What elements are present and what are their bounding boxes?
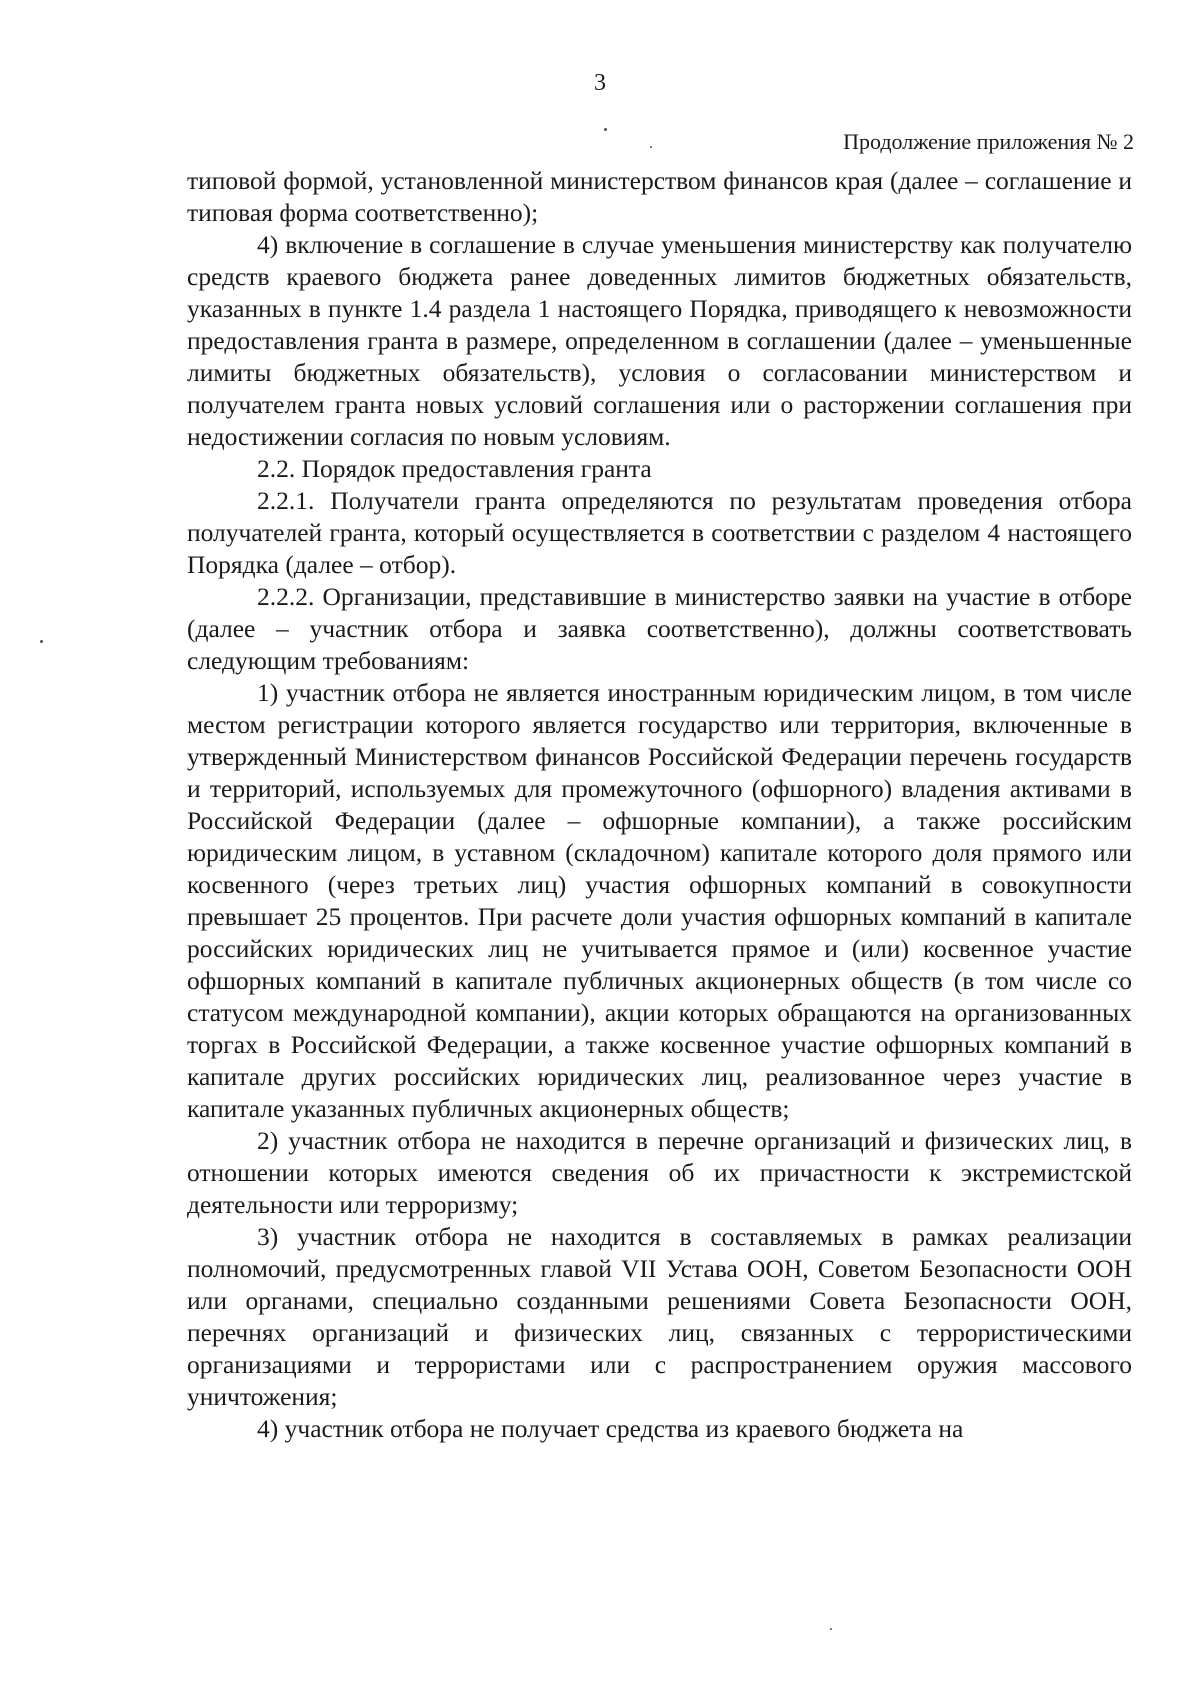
scan-speck [604, 128, 607, 131]
paragraph: типовой формой, установленной министерством финансов края (далее – соглашение и типовая форма соответственно); [187, 166, 1132, 227]
paragraph: 4) включение в соглашение в случае уменьшения министерству как получателю средств краевого бюджета ранее доведенных лимитов бюджетных обязательств, указанных в пункте 1.4 раздела 1 настоящего Порядка, приводящего к невозможности предоставления гранта в размере, определенном в соглашении (далее – уменьшенные лимиты бюджетных обязательств), условия о согласовании министерством и получателем гранта новых условий соглашения или о расторжении соглашения при недостижении согласия по новым условиям. [187, 230, 1132, 451]
document-body [187, 165, 1132, 1445]
appendix-continuation-label: Продолжение приложения № 2 [843, 129, 1134, 154]
list-item: 2) участник отбора не находится в перечне организаций и физических лиц, в отношении которых имеются сведения об их причастности к экстремистской деятельности или терроризму; [187, 1126, 1132, 1219]
paragraph: 2.2.2. Организации, представившие в министерство заявки на участие в отборе (далее – участник отбора и заявка соответственно), должны соответствовать следующим требованиям: [187, 582, 1132, 675]
list-item: 3) участник отбора не находится в составляемых в рамках реализации полномочий, предусмотренных главой VII Устава ООН, Советом Безопасности ООН или органами, специально созданными решениями Совета Безопасности ООН, перечнях организаций и физических лиц, связанных с террористическими организациями и террористами или с распространением оружия массового уничтожения; [187, 1222, 1132, 1411]
scan-speck [40, 640, 43, 643]
list-item: 1) участник отбора не является иностранным юридическим лицом, в том числе местом регистрации которого является государство или территория, включенные в утвержденный Министерством финансов Российской Федерации перечень государств и территорий, используемых для промежуточного (офшорного) владения активами в Российской Федерации (далее – офшорные компании), а также российским юридическим лицом, в уставном (складочном) капитале которого доля прямого или косвенного (через третьих лиц) участия офшорных компаний в совокупности превышает 25 процентов. При расчете доли участия офшорных компаний в капитале российских юридических лиц не учитывается прямое и (или) косвенное участие офшорных компаний в капитале публичных акционерных обществ (в том числе со статусом международной компании), акции которых обращаются на организованных торгах в Российской Федерации, а также косвенное участие офшорных компаний в капитале других российских юридических лиц, реализованное через участие в капитале указанных публичных акционерных обществ; [187, 678, 1132, 1123]
scan-speck [650, 146, 652, 148]
page-number: 3 [594, 70, 606, 96]
list-item: 4) участник отбора не получает средства из краевого бюджета на [257, 1414, 964, 1443]
scan-speck [830, 1628, 832, 1630]
section-heading: 2.2. Порядок предоставления гранта [257, 454, 652, 483]
paragraph: 2.2.1. Получатели гранта определяются по результатам проведения отбора получателей гранта, который осуществляется в соответствии с разделом 4 настоящего Порядка (далее – отбор). [187, 486, 1132, 579]
